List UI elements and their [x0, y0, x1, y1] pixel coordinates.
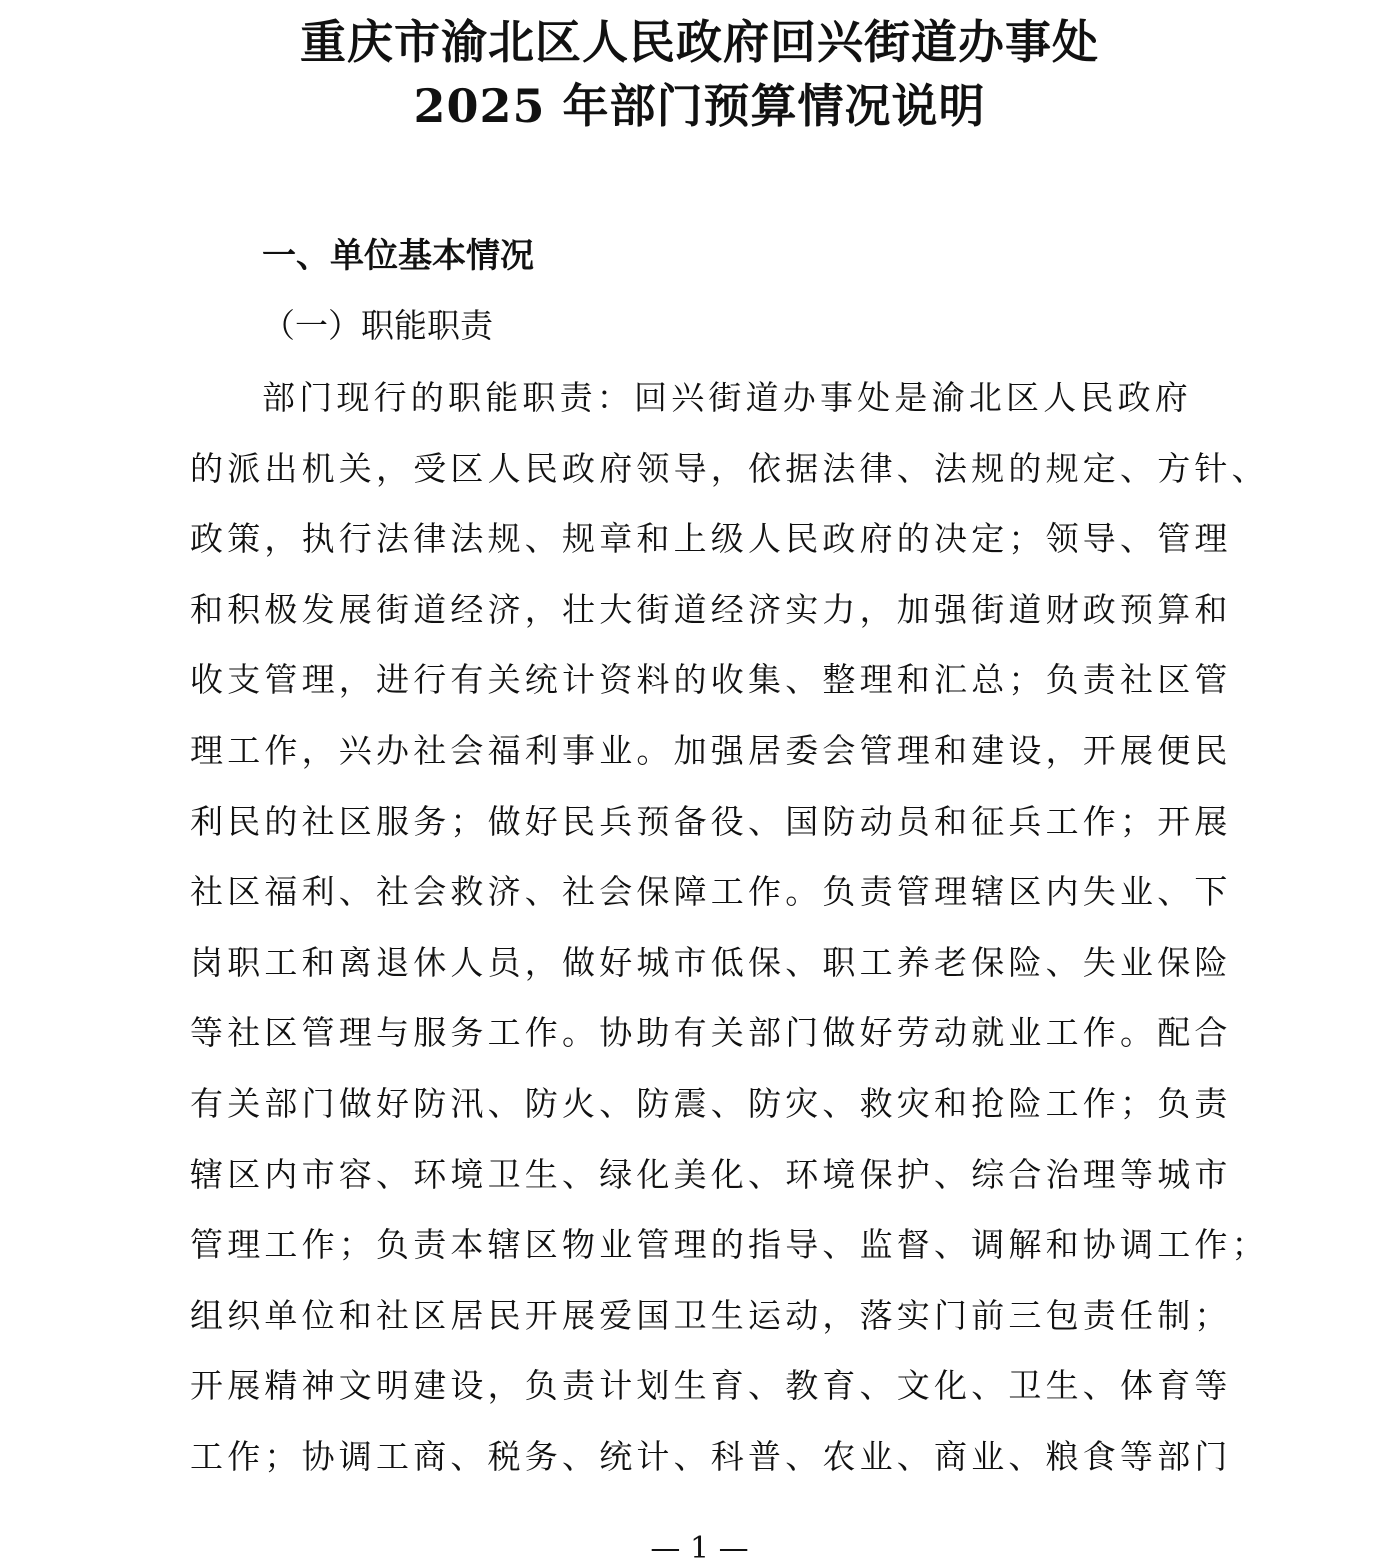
body-line: 部门现行的职能职责：回兴街道办事处是渝北区人民政府 [262, 378, 1192, 417]
body-line: 工作；协调工商、税务、统计、科普、农业、商业、粮食等部门 [190, 1436, 1232, 1476]
title-line-1: 重庆市渝北区人民政府回兴街道办事处 [300, 15, 1099, 69]
body-line: 有关部门做好防汛、防火、防震、防灾、救灾和抢险工作；负责 [190, 1083, 1232, 1123]
section-heading: 一、单位基本情况 [262, 236, 534, 276]
body-line: 和积极发展街道经济，壮大街道经济实力，加强街道财政预算和 [190, 589, 1232, 629]
subsection-heading: （一）职能职责 [262, 306, 493, 345]
page-number: — 1 — [650, 1531, 749, 1566]
body-line: 政策，执行法律法规、规章和上级人民政府的决定；领导、管理 [190, 519, 1232, 559]
title-line-2: 2025 年部门预算情况说明 [413, 79, 986, 133]
body-line: 等社区管理与服务工作。协助有关部门做好劳动就业工作。配合 [190, 1013, 1232, 1053]
body-line: 开展精神文明建设，负责计划生育、教育、文化、卫生、体育等 [190, 1366, 1232, 1406]
body-line: 的派出机关，受区人民政府领导，依据法律、法规的规定、方针、 [190, 448, 1269, 488]
body-line: 社区福利、社会救济、社会保障工作。负责管理辖区内失业、下 [190, 872, 1232, 912]
body-line: 收支管理，进行有关统计资料的收集、整理和汇总；负责社区管 [190, 660, 1232, 700]
body-line: 利民的社区服务；做好民兵预备役、国防动员和征兵工作；开展 [190, 801, 1232, 841]
body-paragraph [190, 367, 1270, 1497]
body-line: 组织单位和社区居民开展爱国卫生运动，落实门前三包责任制； [190, 1295, 1232, 1335]
body-line: 管理工作；负责本辖区物业管理的指导、监督、调解和协调工作； [190, 1225, 1269, 1265]
body-line: 岗职工和离退休人员，做好城市低保、职工养老保险、失业保险 [190, 942, 1232, 982]
body-line: 辖区内市容、环境卫生、绿化美化、环境保护、综合治理等城市 [190, 1154, 1232, 1194]
document-title [0, 10, 1399, 138]
body-line: 理工作，兴办社会福利事业。加强居委会管理和建设，开展便民 [190, 730, 1232, 770]
